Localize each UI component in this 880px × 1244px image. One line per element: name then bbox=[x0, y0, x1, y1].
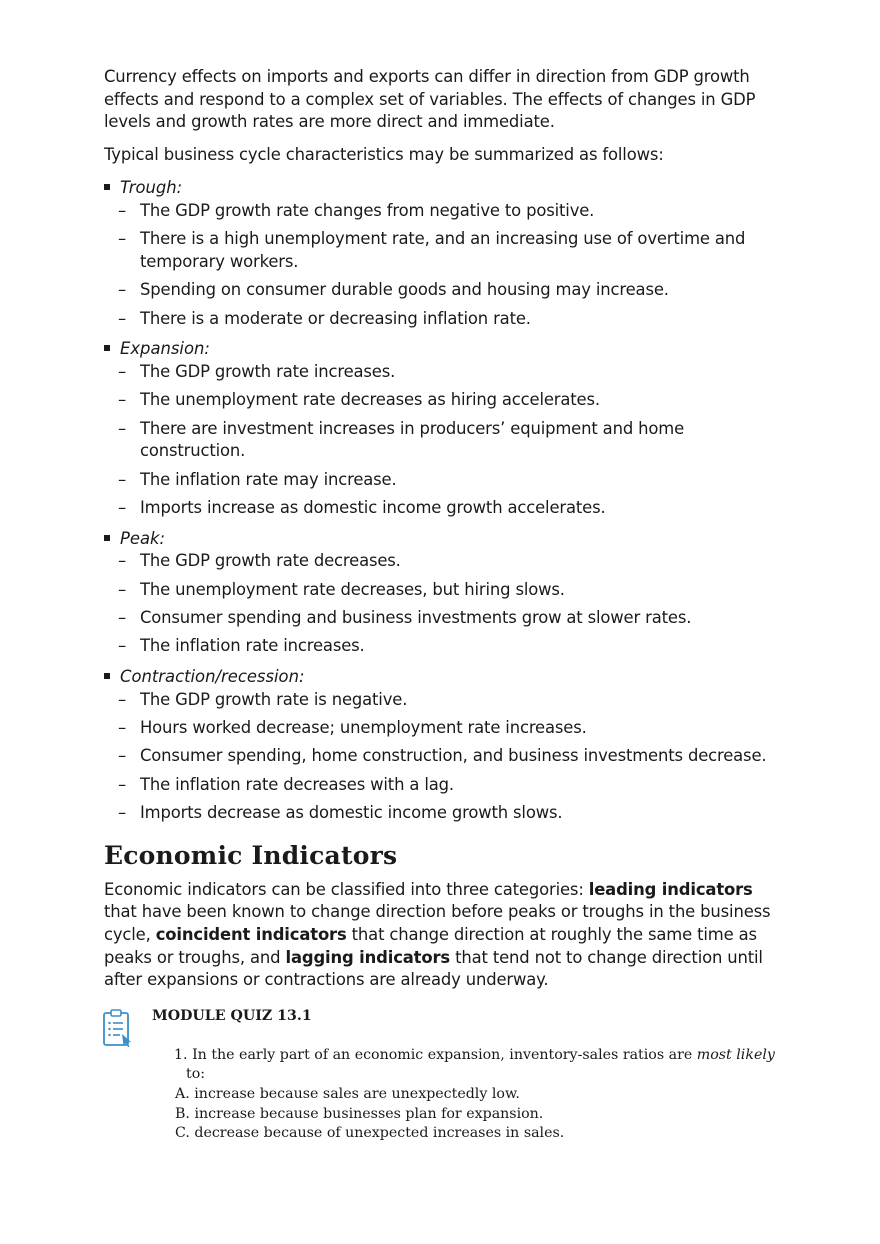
phase-title: Expansion: bbox=[120, 339, 210, 359]
bullet-square-icon bbox=[104, 184, 110, 190]
module-quiz bbox=[104, 1006, 780, 1144]
list-item: – Imports decrease as domestic income growth slows. bbox=[104, 802, 780, 825]
indicators-paragraph: Economic indicators can be classified into three categories: leading indicators that have been known to change direction before peaks or troughs in the business cycle, coincident indicators that change direction at roughly the same time as peaks or troughs, and lagging indicators that tend not to change direction until after expansions or contractions are already underway. bbox=[104, 879, 771, 990]
list-item: – Consumer spending and business investments grow at slower rates. bbox=[104, 607, 780, 630]
list-item: – The unemployment rate decreases, but hiring slows. bbox=[104, 579, 780, 602]
list-item: – Hours worked decrease; unemployment rate increases. bbox=[104, 717, 780, 740]
list-item: – Spending on consumer durable goods and housing may increase. bbox=[104, 279, 780, 302]
list-item: – There are investment increases in producers’ equipment and home construction. bbox=[104, 418, 780, 463]
term-lagging: lagging indicators bbox=[285, 947, 451, 967]
intro-paragraph: Currency effects on imports and exports can differ in direction from GDP growth effects and respond to a complex set of variables. The effects of changes in GDP levels and growth rates are more direct and immediate. bbox=[104, 67, 756, 132]
question-stem: 1. In the early part of an economic expansion, inventory-sales ratios are most likely to: bbox=[174, 1046, 775, 1083]
quiz-title: MODULE QUIZ 13.1 bbox=[152, 1007, 312, 1024]
quiz-question bbox=[174, 1046, 780, 1144]
term-coincident: coincident indicators bbox=[155, 924, 347, 944]
list-item: – Imports increase as domestic income growth accelerates. bbox=[104, 497, 780, 520]
document-page bbox=[104, 66, 780, 1144]
list-item: – The inflation rate may increase. bbox=[104, 469, 780, 492]
phase-peak bbox=[104, 528, 780, 658]
list-item: – The GDP growth rate changes from negative to positive. bbox=[104, 200, 780, 223]
list-item: – The GDP growth rate is negative. bbox=[104, 689, 780, 712]
answer-option-a[interactable]: A. increase because sales are unexpectedly low. bbox=[175, 1085, 520, 1102]
phase-title: Contraction/recession: bbox=[120, 667, 305, 687]
answer-option-b[interactable]: B. increase because businesses plan for expansion. bbox=[175, 1105, 544, 1122]
phase-list bbox=[104, 177, 780, 824]
bullet-square-icon bbox=[104, 535, 110, 541]
list-item: – Consumer spending, home construction, and business investments decrease. bbox=[104, 745, 780, 768]
phase-trough bbox=[104, 177, 780, 330]
phase-title: Peak: bbox=[120, 528, 166, 548]
list-item: – The GDP growth rate increases. bbox=[104, 361, 780, 384]
list-item: – There is a high unemployment rate, and an increasing use of overtime and temporary workers. bbox=[104, 228, 780, 273]
list-item: – The GDP growth rate decreases. bbox=[104, 550, 780, 573]
list-item: – The unemployment rate decreases as hiring accelerates. bbox=[104, 389, 780, 412]
section-heading: Economic Indicators bbox=[104, 840, 398, 870]
summary-intro: Typical business cycle characteristics may be summarized as follows: bbox=[104, 144, 664, 164]
list-item: – The inflation rate increases. bbox=[104, 635, 780, 658]
bullet-square-icon bbox=[104, 673, 110, 679]
clipboard-quiz-icon bbox=[102, 1008, 134, 1048]
phase-expansion bbox=[104, 338, 780, 519]
answer-option-c[interactable]: C. decrease because of unexpected increases in sales. bbox=[175, 1125, 565, 1142]
term-leading: leading indicators bbox=[588, 879, 753, 899]
phase-title: Trough: bbox=[120, 178, 183, 198]
list-item: – The inflation rate decreases with a lag. bbox=[104, 774, 780, 797]
phase-contraction bbox=[104, 666, 780, 825]
bullet-square-icon bbox=[104, 345, 110, 351]
list-item: – There is a moderate or decreasing inflation rate. bbox=[104, 308, 780, 331]
